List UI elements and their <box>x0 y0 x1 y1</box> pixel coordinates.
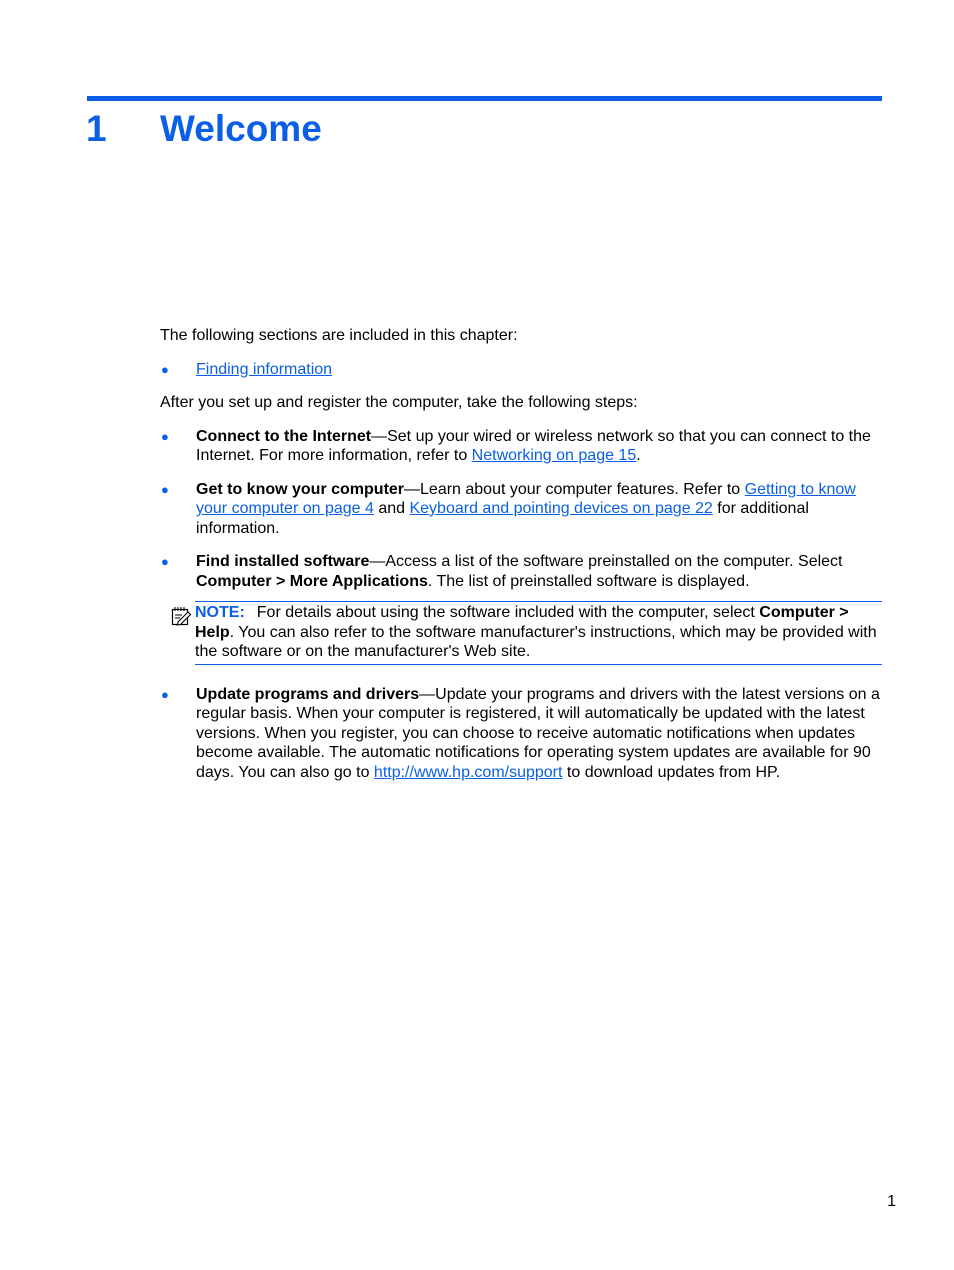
note-text: . You can also refer to the software manufacturer's instructions, which may be provided with the software or on the manufacturer's Web site. <box>195 623 877 660</box>
finding-information-link[interactable]: Finding information <box>196 360 333 378</box>
step-title: Find installed software <box>196 553 370 570</box>
chapter-title: Welcome <box>160 108 322 149</box>
step-text: —Update your programs and drivers with the latest versions on a regular basis. When your computer is registered, it will automatically be updated with the latest versions. When you register, you can choose to receive automatic notifications when updates become available. The automatic notifications for operating system updates are available for 90 days. You can also go to <box>196 685 880 781</box>
chapter-rule <box>87 96 882 101</box>
step-text: . The list of preinstalled software is displayed. <box>427 572 750 590</box>
list-item <box>160 360 882 380</box>
sections-list <box>160 360 882 380</box>
note-label: NOTE: <box>195 604 245 621</box>
bullet-icon: ● <box>161 686 169 702</box>
list-item <box>160 427 882 466</box>
intro-paragraph: The following sections are included in this chapter: <box>160 327 518 344</box>
note-menu-path: Computer > Help <box>195 604 849 641</box>
steps-intro-paragraph: After you set up and register the computer, take the following steps: <box>160 394 638 411</box>
keyboard-pointing-link[interactable]: Keyboard and pointing devices on page 22 <box>409 500 713 517</box>
steps-list-continued <box>160 685 882 783</box>
bullet-icon: ● <box>161 554 169 569</box>
step-title: Update programs and drivers <box>196 685 420 703</box>
getting-to-know-link[interactable]: Getting to know your computer on page 4 <box>196 480 856 517</box>
bullet-icon: ● <box>161 361 169 377</box>
bullet-icon: ● <box>161 428 169 444</box>
note-pad-icon <box>170 605 192 627</box>
menu-path: Computer > More Applications <box>196 572 428 590</box>
step-text: —Access a list of the software preinstalled on the computer. Select <box>369 553 843 570</box>
chapter-number: 1 <box>86 108 107 149</box>
page-number: 1 <box>887 1193 896 1210</box>
chapter-body <box>160 326 882 796</box>
step-text: and <box>373 500 410 517</box>
step-title: Connect to the Internet <box>196 427 372 445</box>
step-text: —Set up your wired or wireless network so that you can connect to the Internet. For more information, refer to <box>196 427 871 464</box>
step-text: . <box>636 447 641 464</box>
list-item <box>160 552 882 591</box>
step-text: —Learn about your computer features. Refer to <box>404 480 745 498</box>
step-text: for additional information. <box>196 500 809 537</box>
list-item <box>160 480 882 539</box>
list-item <box>160 685 882 783</box>
networking-link[interactable]: Networking on page 15 <box>471 447 637 464</box>
step-text: to download updates from HP. <box>562 763 781 781</box>
bullet-icon: ● <box>161 481 169 497</box>
steps-list <box>160 427 882 592</box>
chapter-heading <box>86 106 322 152</box>
hp-support-link[interactable]: http://www.hp.com/support <box>373 763 563 781</box>
note-box <box>195 601 882 665</box>
step-title: Get to know your computer <box>196 480 405 498</box>
note-text: For details about using the software included with the computer, select <box>256 604 760 621</box>
